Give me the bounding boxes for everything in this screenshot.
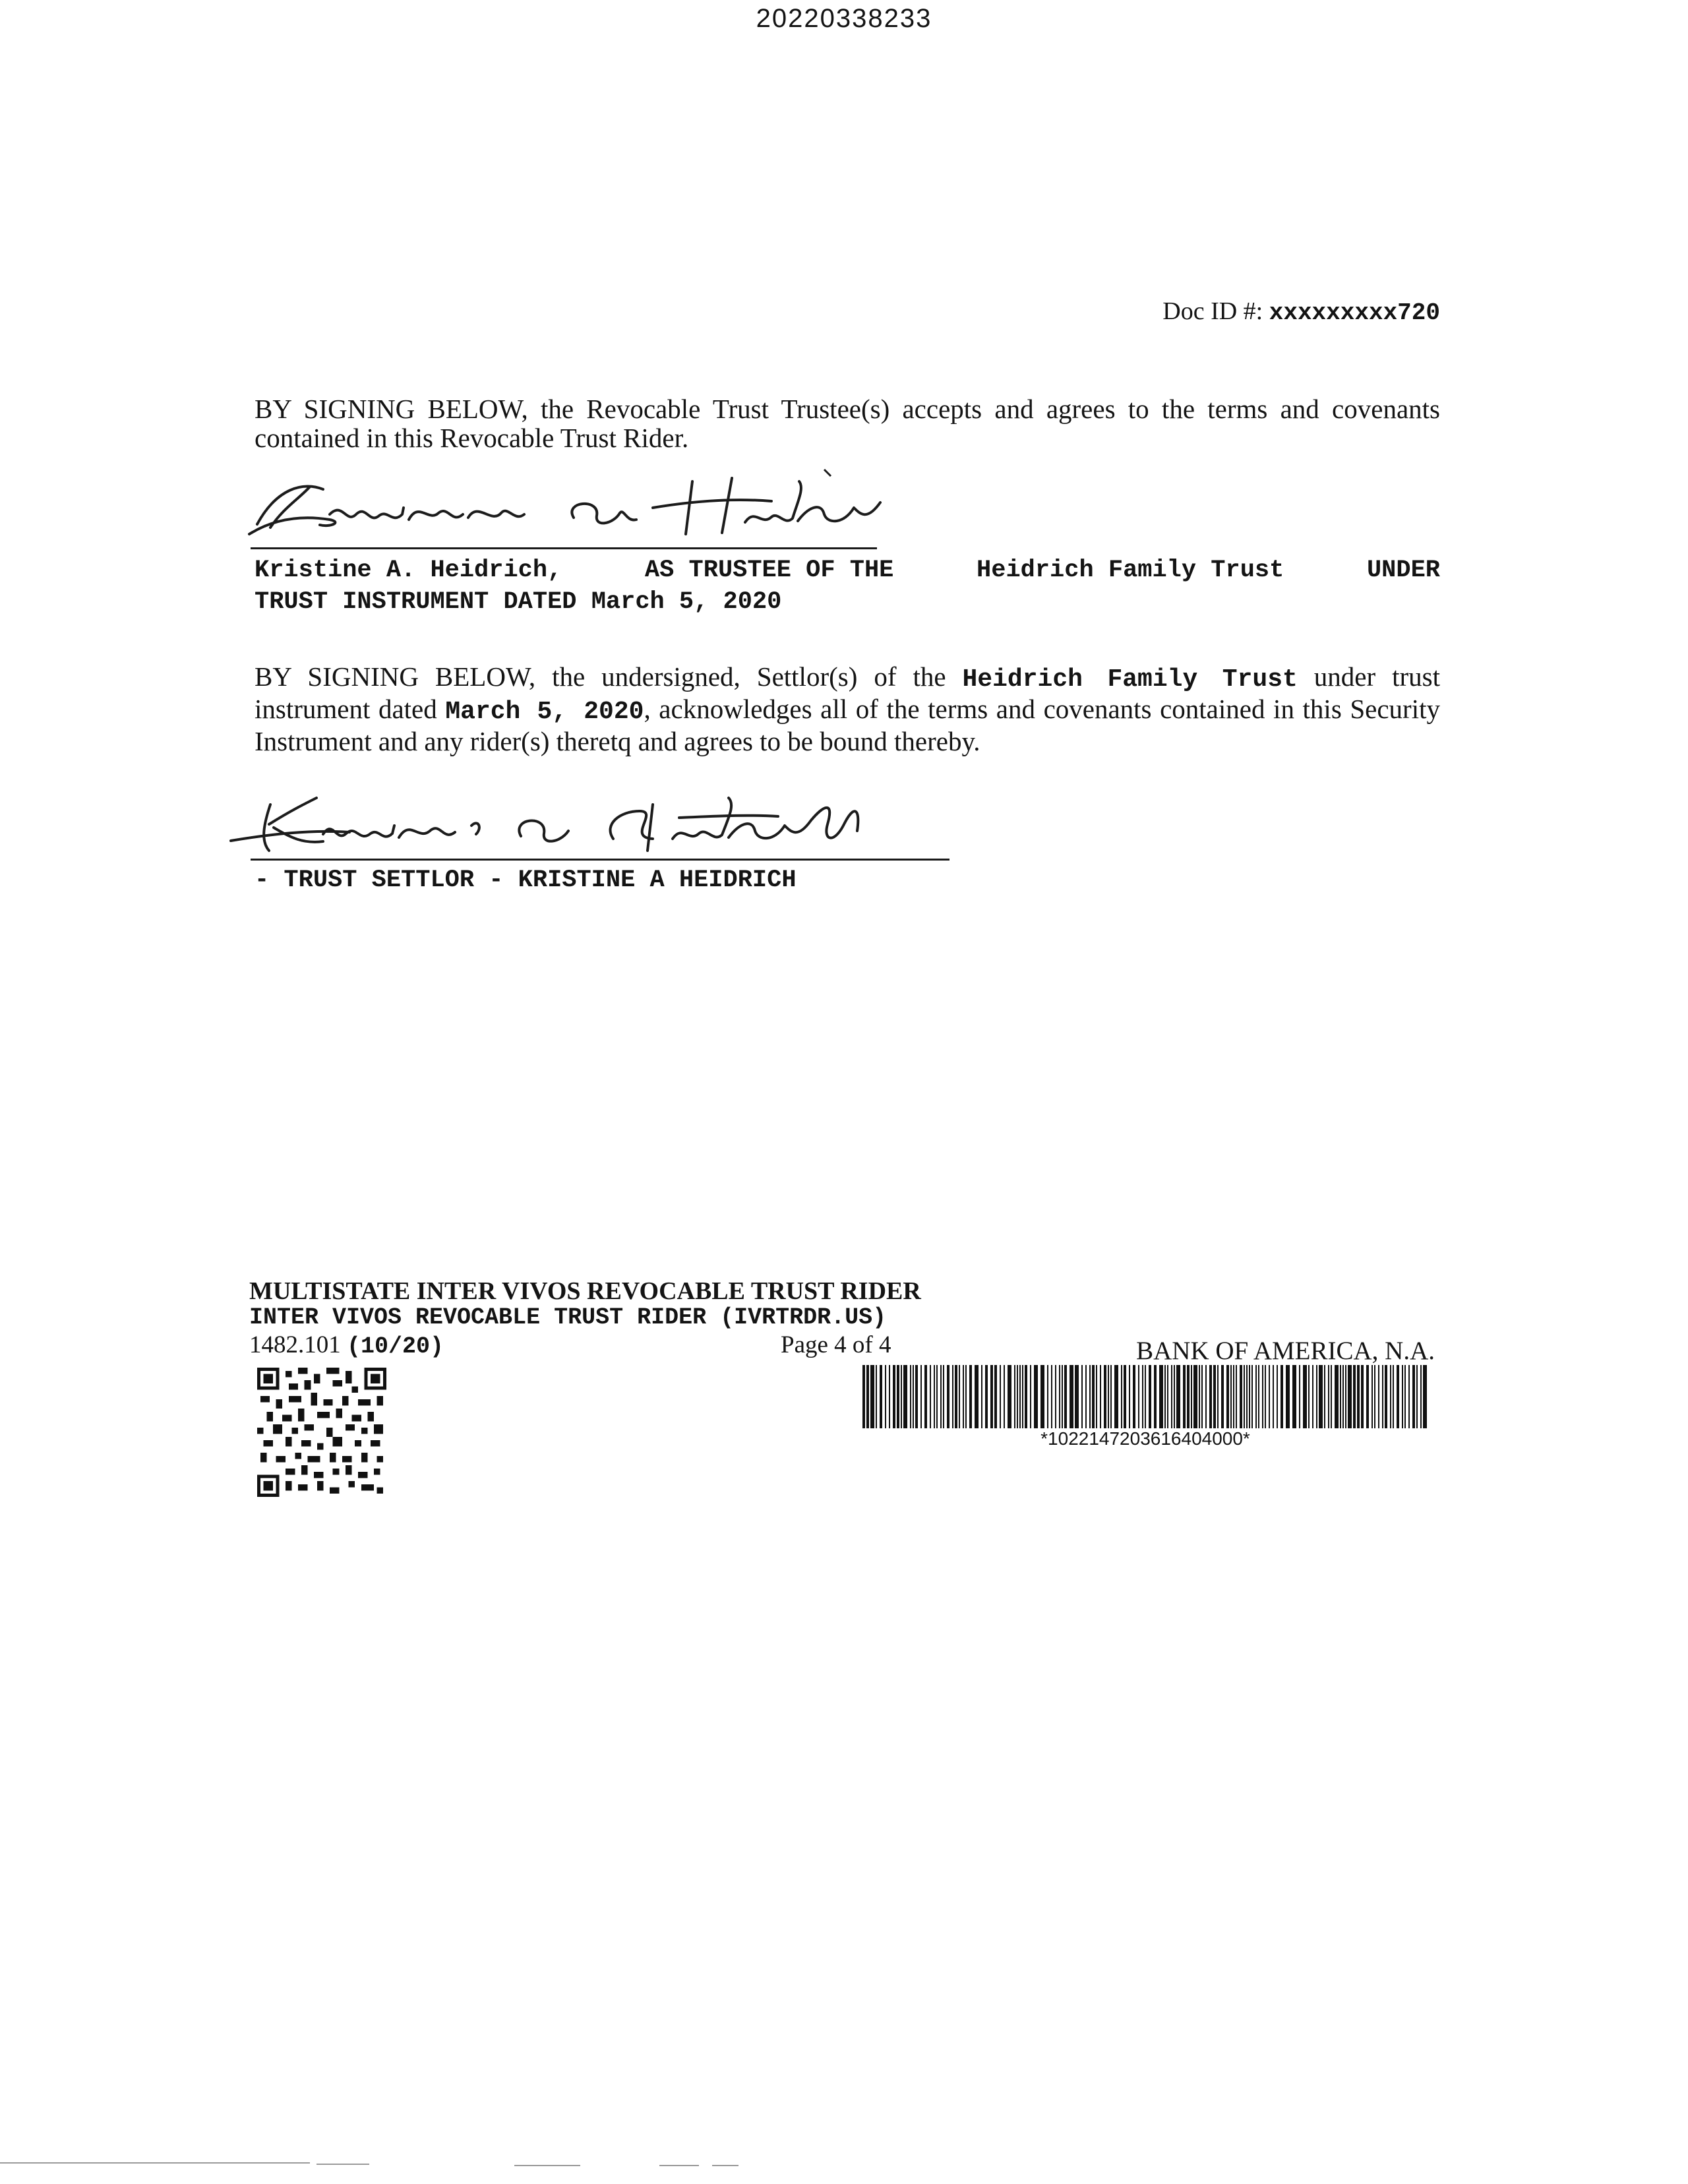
qr-code-icon [255, 1368, 389, 1497]
settlor-instrument-date: March 5, 2020 [445, 698, 644, 726]
trustee-caption-line-2 [255, 587, 781, 617]
form-subtitle: INTER VIVOS REVOCABLE TRUST RIDER (IVRTRDR.US) [249, 1304, 887, 1331]
trustee-under: UNDER [1366, 557, 1440, 584]
form-number-value: 1482.101 [249, 1331, 347, 1358]
trustee-instrument-date: March 5, 2020 [591, 588, 782, 616]
form-revision: (10/20) [347, 1333, 444, 1360]
page-number: Page 4 of 4 [781, 1331, 891, 1358]
trustee-instrument-label: TRUST INSTRUMENT DATED [255, 588, 577, 616]
lender-name: BANK OF AMERICA, N.A. [1136, 1337, 1435, 1365]
settlor-trust-name: Heidrich Family Trust [962, 665, 1298, 694]
settlor-signature [218, 778, 956, 864]
scan-artifacts [0, 2154, 870, 2173]
trustee-as-trustee: AS TRUSTEE OF THE [644, 557, 894, 584]
recording-number: 20220338233 [756, 4, 932, 33]
settlor-text-c: , acknowledges all of the terms and covenants contained in this Security Instrument and any rider(s) theretq and agrees to be bound thereby. [255, 694, 1440, 756]
trustee-trust-name: Heidrich Family Trust [977, 557, 1284, 584]
form-title: MULTISTATE INTER VIVOS REVOCABLE TRUST RIDER [249, 1277, 921, 1305]
barcode-number: *1022147203616404000* [1040, 1428, 1250, 1449]
trustee-name: Kristine A. Heidrich, [255, 557, 562, 584]
doc-id-label: Doc ID #: [1162, 297, 1269, 325]
settlor-caption: - TRUST SETTLOR - KRISTINE A HEIDRICH [255, 866, 797, 894]
settlor-text-a: BY SIGNING BELOW, the undersigned, Settlor(s) of the [255, 661, 963, 692]
doc-id-value: xxxxxxxxx720 [1269, 299, 1440, 326]
settlor-signature-line [251, 859, 950, 861]
settlor-text-b: under trust instrument dated [255, 661, 1440, 724]
trustee-caption-line-1 [255, 555, 1440, 586]
form-number [249, 1331, 444, 1360]
barcode-icon [861, 1365, 1430, 1428]
trustee-signature-line [251, 547, 877, 549]
trustee-signature [231, 462, 890, 547]
doc-id [1162, 297, 1440, 326]
trustee-acceptance-paragraph: BY SIGNING BELOW, the Revocable Trust Trustee(s) accepts and agrees to the terms and covenants contained in this Revocable Trust Rider. [255, 394, 1440, 453]
settlor-acknowledgement-paragraph [255, 662, 1440, 756]
